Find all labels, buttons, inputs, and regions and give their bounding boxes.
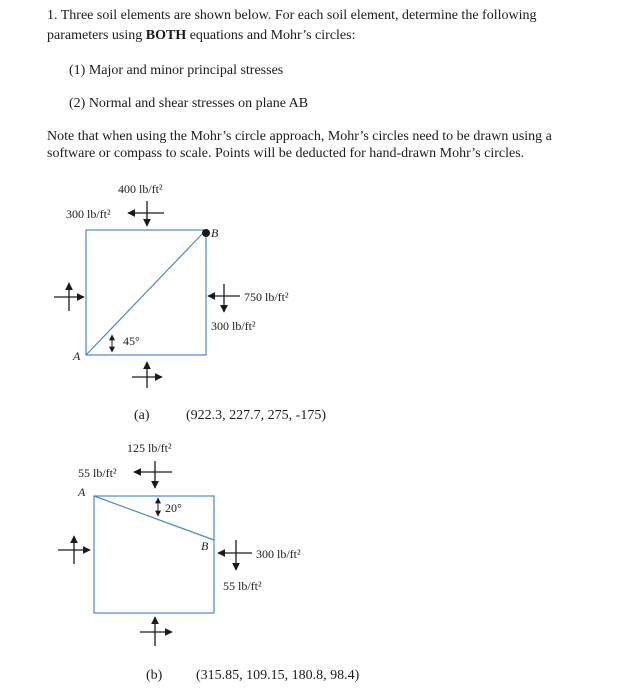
answer-b: (315.85, 109.15, 180.8, 98.4) — [196, 668, 360, 683]
problem-statement-line2: parameters using BOTH equations and Mohr’s circles: — [47, 28, 356, 43]
plane-ab-line-a — [86, 230, 206, 355]
left-stress-arrow-b — [58, 536, 90, 564]
point-a-label-b: A — [78, 485, 86, 499]
angle-label-a: 45° — [123, 334, 140, 348]
top-normal-stress-label-b: 125 lb/ft² — [127, 441, 172, 455]
task-item-2: (2) Normal and shear stresses on plane AB — [69, 96, 309, 111]
task-item-1: (1) Major and minor principal stresses — [69, 63, 284, 78]
point-a-label-a: A — [73, 349, 81, 363]
note-line-1: Note that when using the Mohr’s circle approach, Mohr’s circles need to be drawn using a — [47, 129, 552, 144]
bottom-stress-arrow-b — [140, 617, 172, 646]
emphasis-both: BOTH — [145, 28, 187, 43]
right-normal-stress-label-b: 300 lb/ft² — [256, 547, 301, 561]
point-b-label-b: B — [201, 539, 209, 553]
top-shear-stress-label-a: 300 lb/ft² — [66, 207, 111, 221]
element-b — [58, 461, 252, 646]
element-b-box — [94, 496, 214, 613]
point-b-marker-a — [202, 229, 210, 237]
top-normal-stress-label-a: 400 lb/ft² — [118, 182, 163, 196]
bottom-stress-arrow-a — [132, 362, 162, 388]
note-line-2: software or compass to scale. Points will be deducted for hand-drawn Mohr’s circles. — [47, 146, 525, 161]
left-stress-arrow-a — [54, 283, 84, 311]
problem-statement-line1: 1. Three soil elements are shown below. For each soil element, determine the following — [47, 8, 537, 23]
answer-a: (922.3, 227.7, 275, -175) — [186, 408, 326, 423]
point-b-label-a: B — [211, 226, 219, 240]
top-stress-arrow-a — [128, 201, 164, 226]
top-shear-stress-label-b: 55 lb/ft² — [78, 466, 117, 480]
plane-ab-line-b — [94, 496, 214, 540]
caption-b: (b) — [146, 668, 163, 683]
right-stress-arrow-b — [218, 540, 252, 570]
right-normal-stress-label-a: 750 lb/ft² — [244, 290, 289, 304]
angle-label-b: 20° — [165, 501, 182, 515]
right-shear-stress-label-b: 55 lb/ft² — [223, 579, 262, 593]
caption-a: (a) — [134, 408, 150, 423]
right-stress-arrow-a — [208, 284, 240, 312]
right-shear-stress-label-a: 300 lb/ft² — [211, 319, 256, 333]
top-stress-arrow-b — [134, 461, 172, 488]
